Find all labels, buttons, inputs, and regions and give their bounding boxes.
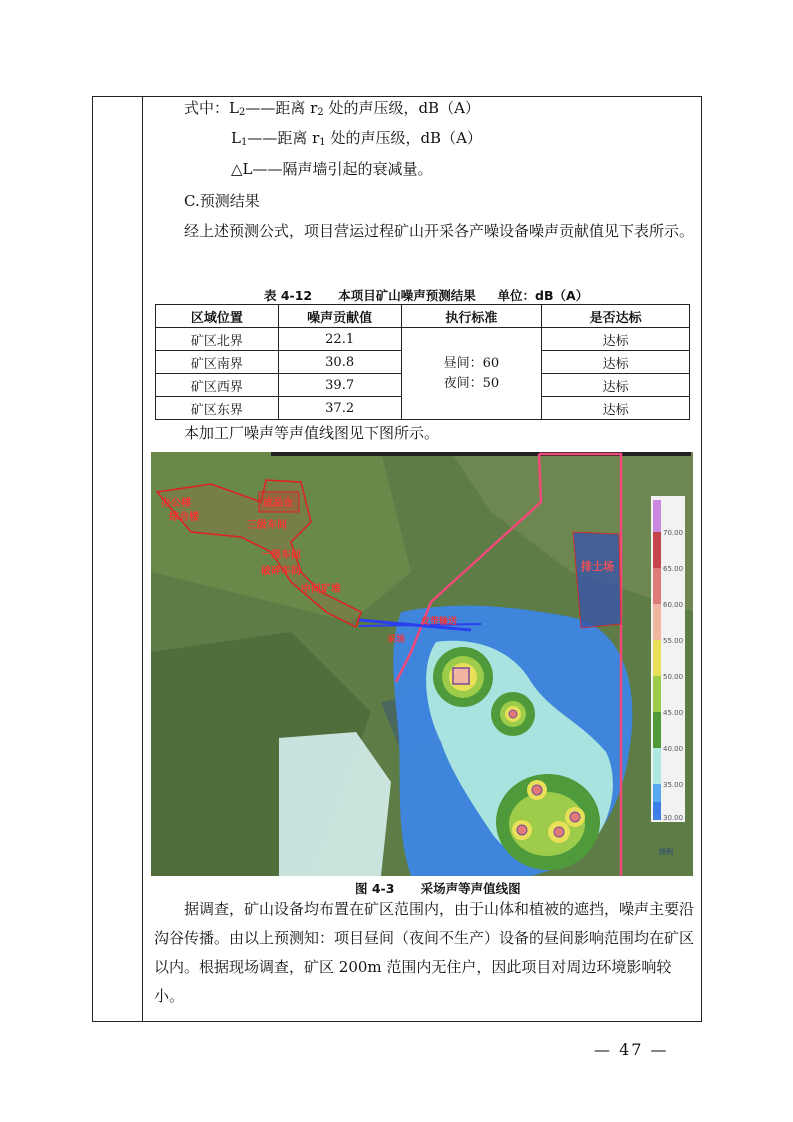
label-conveyor: 皮带输送 [421,617,458,627]
legend-swatch [653,748,661,784]
map-svg [151,452,693,876]
label-finished: 成品仓 [263,498,293,509]
cell-value: 39.7 [278,374,401,397]
table-row [156,328,690,351]
formula-text: ——距离 r [247,129,320,147]
label-workshop3: 三级车间 [247,520,287,531]
standard-night: 夜间：50 [443,375,500,391]
cell-result: 达标 [542,374,690,397]
legend-tick: 35.00 [663,781,684,789]
cell-value: 37.2 [278,397,401,420]
legend-tick: 65.00 [663,565,684,573]
legend-swatch [653,712,661,748]
legend-swatch [653,500,661,532]
legend-swatch [653,568,661,604]
legend-swatch [653,532,661,568]
legend-tick: 45.00 [663,709,684,717]
noise-contour-map [151,452,693,876]
label-workshop1: 一级车间 [261,550,301,561]
figure-caption-number: 图 4-3 [355,881,395,896]
legend-swatch [653,676,661,712]
label-pit: 采场 [387,635,406,645]
cell-location: 矿区北界 [156,328,279,351]
label-mid-mine: 中间矿堆 [301,584,341,595]
cell-standard [401,328,542,420]
formula-line-2 [231,128,482,153]
figure-caption-title: 采场声等声值线图 [420,881,521,896]
cell-location: 矿区东界 [156,397,279,420]
formula-line-3: △L——隔声墙引起的衰减量。 [231,160,433,178]
source-marker [509,710,517,718]
frame-divider [142,96,143,1022]
standard-day: 昼间：60 [443,355,500,371]
legend [651,496,685,822]
source-marker [517,825,527,835]
formula-subscript: 1 [240,137,248,148]
label-crusher: 破碎车间 [261,566,301,577]
formula-text: 式中：L [184,99,239,117]
cell-result: 达标 [542,397,690,420]
legend-swatch [653,640,661,676]
formula-line-1 [184,98,480,123]
source-marker [554,827,564,837]
table-header: 噪声贡献值 [278,305,401,328]
dump-area [573,532,621,628]
source-marker [532,785,542,795]
formula-subscript: 2 [317,107,324,118]
source-marker [570,812,580,822]
legend-swatch [653,784,661,802]
legend-swatch [653,802,661,820]
legend-tick: 55.00 [663,637,684,645]
table-caption-unit: 单位：dB（A） [497,288,589,303]
formula-text: 处的声压级，dB（A） [325,129,482,147]
cell-location: 矿区南界 [156,351,279,374]
page-number: — 47 — [594,1040,669,1059]
table-header: 是否达标 [542,305,690,328]
legend-swatch [653,604,661,640]
intro-paragraph: 经上述预测公式，项目营运过程矿山开采各产噪设备噪声贡献值见下表所示。 [184,222,695,240]
legend-tick: 30.00 [663,814,684,822]
map-top-strip [271,452,691,456]
legend-tick: 60.00 [663,601,684,609]
section-heading: C.预测结果 [184,192,260,210]
legend-tick: 70.00 [663,529,684,537]
table-caption [264,286,588,304]
cell-value: 30.8 [278,351,401,374]
table-caption-number: 表 4-12 [264,288,313,303]
noise-prediction-table [155,304,690,420]
label-complex: 综合楼 [169,512,199,523]
formula-text: L [231,129,241,147]
table-caption-title: 本项目矿山噪声预测结果 [338,288,476,303]
cell-result: 达标 [542,351,690,374]
formula-subscript: 2 [238,107,246,118]
formula-subscript: 1 [319,137,326,148]
label-office: 办公楼 [161,498,191,509]
cell-result: 达标 [542,328,690,351]
cell-value: 22.1 [278,328,401,351]
label-dump: 排土场 [581,560,614,573]
cell-location: 矿区西界 [156,374,279,397]
source-marker [453,668,469,684]
table-header: 区域位置 [156,305,279,328]
formula-text: ——距离 r [245,99,318,117]
legend-tick: 40.00 [663,745,684,753]
figure-intro: 本加工厂噪声等声值线图见下图所示。 [184,424,440,442]
table-header: 执行标准 [401,305,542,328]
formula-text: 处的声压级，dB（A） [323,99,480,117]
label-corner: 图例 [659,848,673,856]
conclusion-paragraph: 据调查，矿山设备均布置在矿区范围内，由于山体和植被的遮挡，噪声主要沿沟谷传播。由以上预测知：项目昼间（夜间不生产）设备的昼间影响范围均在矿区以内。根据现场调查，矿区 200m 范围内无住户，因此项目对周边环境影响较小。 [154,900,695,1005]
table-header-row [156,305,690,328]
legend-tick: 50.00 [663,673,684,681]
